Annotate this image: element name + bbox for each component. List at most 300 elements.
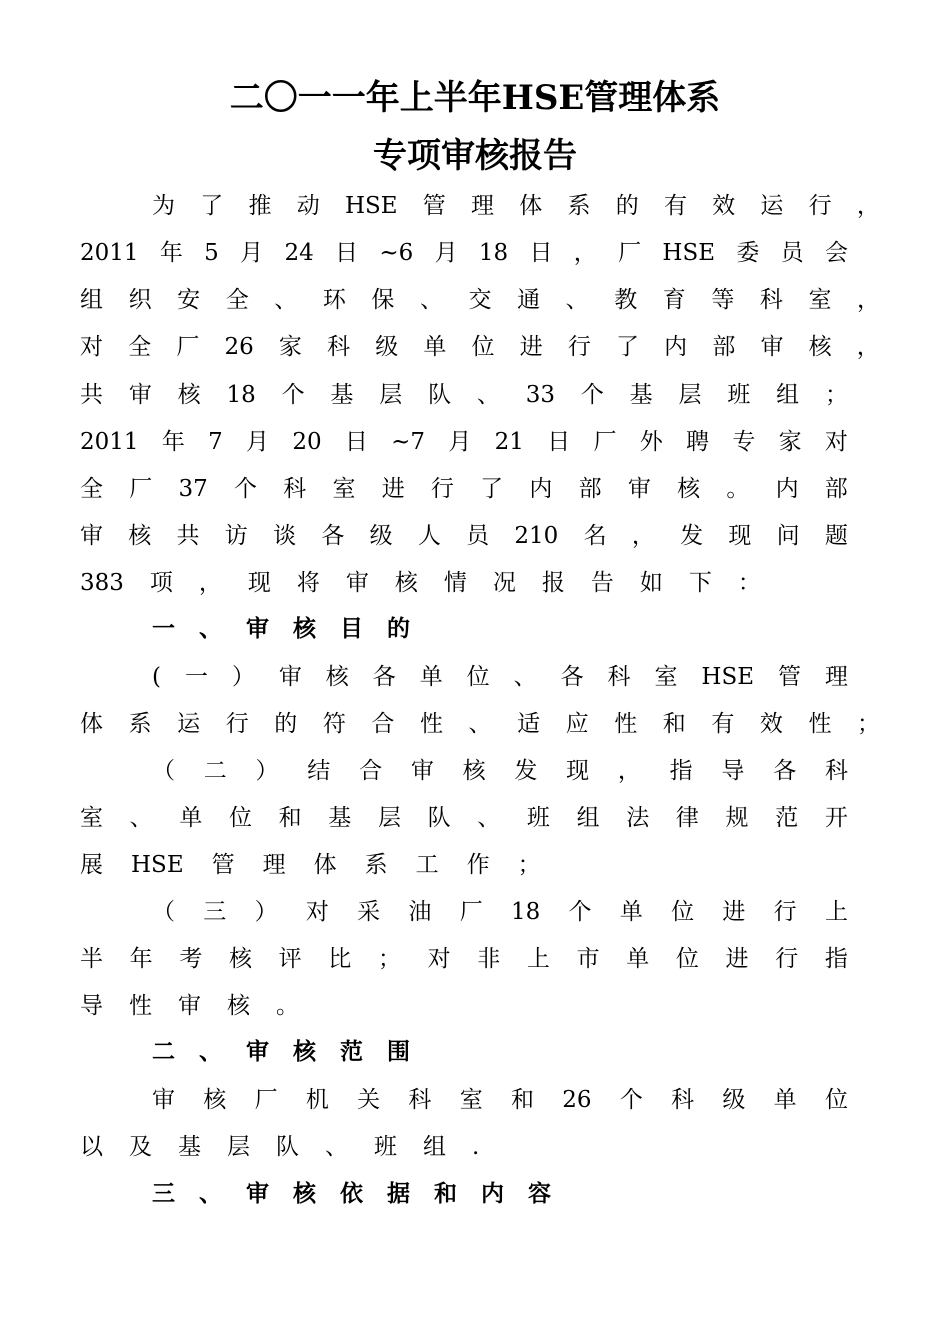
text-token: 家: [778, 429, 802, 455]
text-token: 作: [466, 852, 490, 878]
text-token: 合: [359, 758, 383, 784]
text-token: 核: [228, 946, 252, 972]
text-token: 、: [468, 711, 492, 737]
text-token: 审: [246, 615, 269, 642]
text-token: 员: [466, 523, 490, 549]
body-line: [152, 1085, 848, 1115]
text-token: 、: [419, 287, 443, 313]
text-token: 围: [387, 1038, 410, 1065]
text-token: 告: [590, 570, 614, 596]
text-token: 了: [616, 334, 639, 360]
text-token: 、: [325, 1134, 348, 1160]
text-token: 个: [233, 476, 257, 502]
text-token: 开: [824, 805, 848, 831]
text-token: 日: [547, 429, 571, 455]
text-token: ，: [573, 240, 597, 266]
text-token: 对: [305, 899, 329, 925]
text-token: 210: [514, 523, 559, 549]
text-token: 、: [513, 664, 537, 690]
text-token: 项: [149, 570, 173, 596]
text-token: 单: [179, 805, 203, 831]
body-line: [80, 850, 880, 880]
text-token: 核: [293, 1180, 316, 1207]
text-token: HSE: [344, 193, 398, 219]
text-token: 性: [419, 711, 443, 737]
text-token: 共: [176, 523, 200, 549]
text-token: ）: [254, 899, 278, 925]
text-token: 审: [178, 993, 201, 1019]
text-token: 厂: [618, 240, 642, 266]
text-token: 律: [675, 805, 699, 831]
text-token: 核: [677, 476, 701, 502]
text-token: （: [152, 899, 175, 925]
text-token: HSE: [131, 852, 184, 878]
text-token: 的: [274, 711, 298, 737]
text-token: 室: [332, 476, 356, 502]
text-token: ，: [198, 570, 222, 596]
text-token: 审: [246, 1038, 269, 1065]
text-token: 二: [203, 758, 227, 784]
text-token: 保: [371, 287, 395, 313]
text-token: 机: [305, 1087, 329, 1113]
text-token: 室: [808, 287, 832, 313]
text-token: 、: [199, 1180, 222, 1207]
document-title-line-1: 二〇一一年上半年HSE管理体系: [229, 78, 721, 118]
text-token: 容: [528, 1180, 551, 1207]
text-token: ；: [517, 852, 541, 878]
text-token: 年: [129, 946, 153, 972]
text-token: 管: [422, 193, 446, 219]
text-token: ，: [617, 758, 641, 784]
text-token: 理: [471, 193, 495, 219]
text-token: 发: [514, 758, 538, 784]
text-token: 队: [276, 1134, 299, 1160]
text-token: 厂: [129, 476, 153, 502]
text-token: 18: [478, 240, 509, 266]
text-token: 厂: [459, 899, 483, 925]
text-token: 评: [278, 946, 302, 972]
text-token: 班: [727, 382, 751, 408]
text-token: 位: [228, 805, 252, 831]
text-token: ；: [824, 382, 848, 408]
text-token: 26: [224, 334, 254, 360]
body-line: [80, 568, 880, 598]
text-token: 383: [80, 570, 124, 596]
text-token: 有: [663, 193, 687, 219]
text-token: 组: [576, 805, 600, 831]
text-token: 2011: [80, 429, 139, 455]
text-token: 三: [152, 1180, 175, 1207]
text-token: 内: [775, 476, 799, 502]
text-token: 环: [322, 287, 346, 313]
text-token: 现: [247, 570, 271, 596]
text-token: ；: [857, 711, 880, 737]
text-token: 室: [459, 1087, 483, 1113]
text-token: 月: [448, 429, 472, 455]
text-token: 日: [335, 240, 359, 266]
text-token: 运: [760, 193, 784, 219]
body-line: [80, 380, 848, 410]
text-token: 考: [179, 946, 203, 972]
text-token: 基: [330, 382, 354, 408]
text-token: 将: [296, 570, 320, 596]
text-token: 和: [278, 805, 302, 831]
text-token: 员: [780, 240, 804, 266]
text-token: 审: [627, 476, 651, 502]
text-token: 上: [526, 946, 550, 972]
text-token: 行: [775, 946, 799, 972]
text-token: 了: [480, 476, 504, 502]
text-token: 2011: [80, 240, 139, 266]
text-token: 18: [510, 899, 541, 925]
text-token: 据: [387, 1180, 410, 1207]
text-token: 核: [227, 993, 250, 1019]
text-token: 行: [567, 334, 591, 360]
text-token: 各: [372, 664, 396, 690]
text-token: 单: [619, 899, 643, 925]
text-token: 。: [276, 993, 299, 1019]
text-token: 部: [824, 476, 848, 502]
text-token: 一: [152, 615, 175, 642]
text-token: 组: [423, 1134, 446, 1160]
body-line: [80, 238, 848, 268]
text-token: 发: [680, 523, 704, 549]
text-token: 系: [567, 193, 591, 219]
text-token: 月: [246, 429, 270, 455]
text-token: 况: [492, 570, 516, 596]
text-token: 班: [526, 805, 550, 831]
text-token: 指: [824, 946, 848, 972]
text-token: 队: [428, 382, 452, 408]
text-token: 位: [471, 334, 495, 360]
text-token: 、: [477, 805, 501, 831]
text-token: 如: [639, 570, 663, 596]
text-token: 核: [293, 1038, 316, 1065]
text-token: 范: [775, 805, 799, 831]
text-token: 油: [408, 899, 432, 925]
text-token: 厂: [254, 1087, 278, 1113]
text-token: 聘: [686, 429, 710, 455]
text-token: 管: [211, 852, 235, 878]
text-token: 基: [629, 382, 653, 408]
text-token: 适: [517, 711, 541, 737]
text-token: 的: [615, 193, 639, 219]
text-token: 一: [184, 664, 208, 690]
text-token: 及: [129, 1134, 152, 1160]
text-token: 级: [722, 1087, 746, 1113]
text-token: 级: [369, 523, 393, 549]
text-token: 20: [292, 429, 322, 455]
text-token: 21: [494, 429, 524, 455]
text-token: 性: [614, 711, 638, 737]
text-token: 核: [325, 664, 349, 690]
text-token: 半: [80, 946, 103, 972]
text-token: 层: [377, 805, 401, 831]
text-token: 、: [476, 382, 500, 408]
text-token: 教: [614, 287, 638, 313]
text-token: 委: [736, 240, 760, 266]
text-token: ：: [737, 570, 761, 596]
text-token: 对: [427, 946, 451, 972]
body-line: [80, 285, 880, 315]
text-token: 现: [566, 758, 590, 784]
text-token: 了: [200, 193, 224, 219]
text-token: 年: [161, 429, 185, 455]
text-token: 应: [565, 711, 589, 737]
text-token: 依: [340, 1180, 363, 1207]
text-token: 交: [468, 287, 492, 313]
text-token: 26: [562, 1087, 592, 1113]
text-token: 审: [760, 334, 784, 360]
body-line: [152, 897, 848, 927]
text-token: 二: [152, 1038, 175, 1065]
text-token: 单: [626, 946, 650, 972]
text-token: 各: [321, 523, 345, 549]
text-token: 采: [357, 899, 381, 925]
text-token: 单: [423, 334, 447, 360]
text-token: 展: [80, 852, 103, 878]
text-token: 报: [541, 570, 565, 596]
text-token: 队: [427, 805, 451, 831]
text-token: ~6: [379, 240, 414, 266]
body-line: [80, 803, 848, 833]
text-token: 体: [80, 711, 103, 737]
text-token: 会: [824, 240, 848, 266]
text-token: 科: [824, 758, 848, 784]
text-token: 各: [773, 758, 797, 784]
text-token: 法: [626, 805, 650, 831]
text-token: 层: [379, 382, 403, 408]
text-token: 市: [576, 946, 600, 972]
text-token: 共: [80, 382, 103, 408]
text-token: 合: [371, 711, 395, 737]
text-token: 日: [344, 429, 368, 455]
text-token: 内: [481, 1180, 504, 1207]
text-token: 基: [328, 805, 352, 831]
text-token: 位: [671, 899, 695, 925]
text-token: 5: [204, 240, 219, 266]
text-token: 符: [322, 711, 346, 737]
text-token: 专: [732, 429, 756, 455]
text-token: 问: [776, 523, 800, 549]
text-token: 位: [824, 1087, 848, 1113]
text-token: 等: [711, 287, 735, 313]
text-token: 关: [357, 1087, 381, 1113]
body-line: [152, 662, 848, 692]
text-token: 审: [128, 382, 152, 408]
text-token: 人: [417, 523, 441, 549]
text-token: 行: [773, 899, 797, 925]
text-token: 、: [274, 287, 298, 313]
text-token: (: [152, 664, 161, 690]
text-token: 核: [293, 615, 316, 642]
text-token: 导: [721, 758, 745, 784]
text-token: 、: [199, 615, 222, 642]
text-token: ，: [856, 193, 880, 219]
text-token: 核: [203, 1087, 227, 1113]
text-token: 年: [159, 240, 183, 266]
text-token: 审: [246, 1180, 269, 1207]
text-token: 室: [654, 664, 678, 690]
text-token: 厂: [176, 334, 200, 360]
text-token: 体: [519, 193, 543, 219]
body-line: [80, 474, 848, 504]
section-heading-3: [152, 1179, 880, 1209]
text-token: 织: [128, 287, 152, 313]
body-line: [80, 709, 880, 739]
text-token: ）: [231, 664, 255, 690]
text-token: 对: [80, 334, 103, 360]
text-token: 层: [227, 1134, 250, 1160]
text-token: 题: [824, 523, 848, 549]
text-token: 效: [759, 711, 783, 737]
text-token: 层: [678, 382, 702, 408]
text-token: 核: [128, 523, 152, 549]
text-token: 和: [510, 1087, 534, 1113]
text-token: 、: [129, 805, 153, 831]
text-token: 科: [607, 664, 631, 690]
text-token: 规: [725, 805, 749, 831]
text-token: 下: [688, 570, 712, 596]
text-token: 性: [129, 993, 152, 1019]
body-line: [152, 191, 880, 221]
text-token: 行: [430, 476, 454, 502]
text-token: 进: [519, 334, 543, 360]
text-token: 情: [443, 570, 467, 596]
text-token: 育: [662, 287, 686, 313]
section-heading-2: [152, 1037, 880, 1067]
body-line: [80, 427, 848, 457]
text-token: ，: [857, 287, 880, 313]
text-token: 审: [80, 523, 103, 549]
text-token: 家: [278, 334, 302, 360]
text-token: 、: [199, 1038, 222, 1065]
text-token: 通: [517, 287, 541, 313]
text-token: 审: [152, 1087, 175, 1113]
text-token: 。: [726, 476, 750, 502]
text-token: 内: [664, 334, 688, 360]
text-token: 有: [711, 711, 735, 737]
text-token: .: [472, 1134, 480, 1160]
text-token: 比: [328, 946, 352, 972]
text-token: 审: [278, 664, 302, 690]
text-token: 37: [178, 476, 208, 502]
document-title-line-2: 专项审核报告: [373, 136, 577, 176]
text-token: 级: [375, 334, 399, 360]
text-token: 核: [808, 334, 832, 360]
text-token: 位: [466, 664, 490, 690]
body-line: [152, 756, 848, 786]
text-token: 个: [619, 1087, 643, 1113]
text-token: 日: [529, 240, 553, 266]
text-token: 组: [80, 287, 103, 313]
text-token: 科: [759, 287, 783, 313]
text-token: 进: [381, 476, 405, 502]
body-line: [80, 332, 880, 362]
text-token: 单: [419, 664, 443, 690]
text-token: ，: [856, 334, 880, 360]
text-token: 和: [434, 1180, 457, 1207]
text-token: 的: [387, 615, 410, 642]
text-token: 安: [177, 287, 201, 313]
text-token: 外: [639, 429, 663, 455]
text-token: 谈: [273, 523, 297, 549]
text-token: 效: [712, 193, 736, 219]
text-token: 结: [307, 758, 331, 784]
text-token: 核: [177, 382, 201, 408]
text-token: 管: [777, 664, 801, 690]
text-token: 18: [226, 382, 256, 408]
text-token: 全: [80, 476, 103, 502]
body-line: [80, 944, 848, 974]
text-token: 班: [374, 1134, 397, 1160]
text-token: 名: [583, 523, 607, 549]
body-line: [80, 1132, 880, 1162]
text-token: 指: [669, 758, 693, 784]
text-token: 动: [296, 193, 320, 219]
text-token: 科: [671, 1087, 695, 1113]
text-token: 非: [477, 946, 501, 972]
text-token: 核: [462, 758, 486, 784]
text-token: 个: [281, 382, 305, 408]
text-token: ，: [631, 523, 655, 549]
text-token: 对: [824, 429, 848, 455]
text-token: 性: [808, 711, 832, 737]
text-token: 现: [728, 523, 752, 549]
text-token: 位: [675, 946, 699, 972]
text-token: 全: [128, 334, 152, 360]
text-token: 科: [283, 476, 307, 502]
body-line: [80, 991, 880, 1021]
text-token: 体: [313, 852, 337, 878]
text-token: 理: [262, 852, 286, 878]
text-token: 三: [203, 899, 227, 925]
text-token: 月: [240, 240, 264, 266]
text-token: 单: [773, 1087, 797, 1113]
text-token: 工: [415, 852, 439, 878]
text-token: HSE: [662, 240, 716, 266]
text-token: 系: [364, 852, 388, 878]
text-token: 进: [725, 946, 749, 972]
text-token: ）: [255, 758, 279, 784]
text-token: 部: [578, 476, 602, 502]
text-token: 个: [568, 899, 592, 925]
text-token: 厂: [593, 429, 617, 455]
text-token: 24: [284, 240, 314, 266]
text-token: 部: [712, 334, 736, 360]
text-token: （: [152, 758, 175, 784]
text-token: 理: [824, 664, 848, 690]
text-token: 个: [580, 382, 604, 408]
text-token: 审: [410, 758, 434, 784]
body-line: [80, 521, 848, 551]
text-token: 内: [529, 476, 553, 502]
text-token: 科: [408, 1087, 432, 1113]
text-token: 系: [128, 711, 152, 737]
text-token: ；: [377, 946, 401, 972]
text-token: 室: [80, 805, 103, 831]
text-token: 审: [345, 570, 369, 596]
text-token: 各: [560, 664, 584, 690]
text-token: 和: [662, 711, 686, 737]
text-token: 基: [178, 1134, 201, 1160]
text-token: 33: [525, 382, 556, 408]
text-token: 目: [340, 615, 363, 642]
text-token: 科: [327, 334, 351, 360]
text-token: 、: [565, 287, 589, 313]
text-token: 为: [152, 193, 175, 219]
text-token: 全: [225, 287, 249, 313]
